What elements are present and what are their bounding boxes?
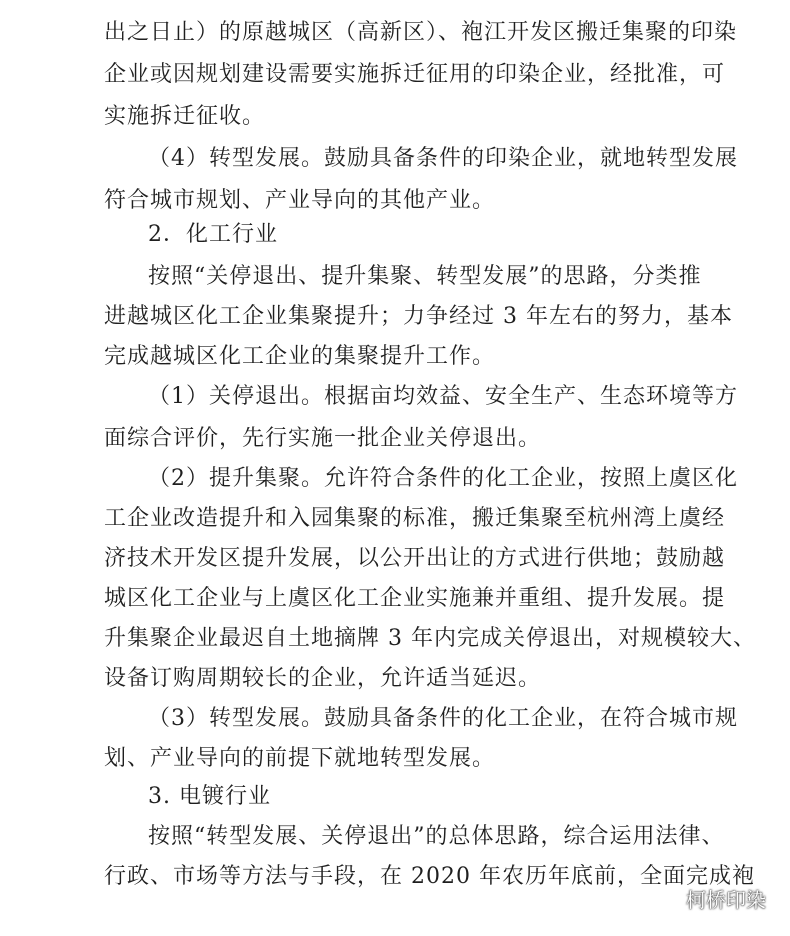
text-line-16: 升集聚企业最迟自土地摘牌 3 年内完成关停退出，对规模较大、	[104, 626, 756, 651]
text-line-12: （2）提升集聚。允许符合条件的化工企业，按照上虞区化	[148, 466, 738, 491]
text-line-11: 面综合评价，先行实施一批企业关停退出。	[104, 426, 542, 451]
text-line-14: 济技术开发区提升发展，以公开出让的方式进行供地；鼓励越	[104, 546, 726, 571]
text-line-10: （1）关停退出。根据亩均效益、安全生产、生态环境等方	[148, 384, 738, 409]
watermark	[650, 884, 766, 913]
text-line-17: 设备订购周期较长的企业，允许适当延迟。	[104, 666, 542, 691]
text-line-19: 划、产业导向的前提下就地转型发展。	[104, 746, 496, 771]
wechat-icon	[650, 888, 680, 910]
text-line-9: 完成越城区化工企业的集聚提升工作。	[104, 344, 496, 369]
text-line-13: 工企业改造提升和入园集聚的标准，搬迁集聚至杭州湾上虞经	[104, 506, 726, 531]
text-line-7: 按照“关停退出、提升集聚、转型发展”的思路，分类推	[148, 264, 702, 289]
section-heading-electroplating: 3. 电镀行业	[148, 784, 271, 809]
text-line-15: 城区化工企业与上虞区化工企业实施兼并重组、提升发展。提	[104, 586, 726, 611]
text-line-2: 企业或因规划建设需要实施拆迁征用的印染企业，经批准，可	[104, 62, 726, 87]
text-line-4: （4）转型发展。鼓励具备条件的印染企业，就地转型发展	[148, 146, 738, 171]
text-line-18: （3）转型发展。鼓励具备条件的化工企业，在符合城市规	[148, 706, 738, 731]
text-line-1: 出之日止）的原越城区（高新区）、袍江开发区搬迁集聚的印染	[104, 20, 738, 45]
watermark-text: 柯桥印染	[686, 888, 766, 912]
text-line-8: 进越城区化工企业集聚提升；力争经过 3 年左右的努力，基本	[104, 304, 733, 329]
text-line-3: 实施拆迁征收。	[104, 104, 266, 129]
text-line-5: 符合城市规划、产业导向的其他产业。	[104, 188, 496, 213]
text-line-21: 按照“转型发展、关停退出”的总体思路，综合运用法律、	[148, 824, 725, 849]
section-heading-chemical: 2．化工行业	[148, 222, 278, 247]
text-line-22: 行政、市场等方法与手段，在 2020 年农历年底前，全面完成袍	[104, 864, 755, 889]
